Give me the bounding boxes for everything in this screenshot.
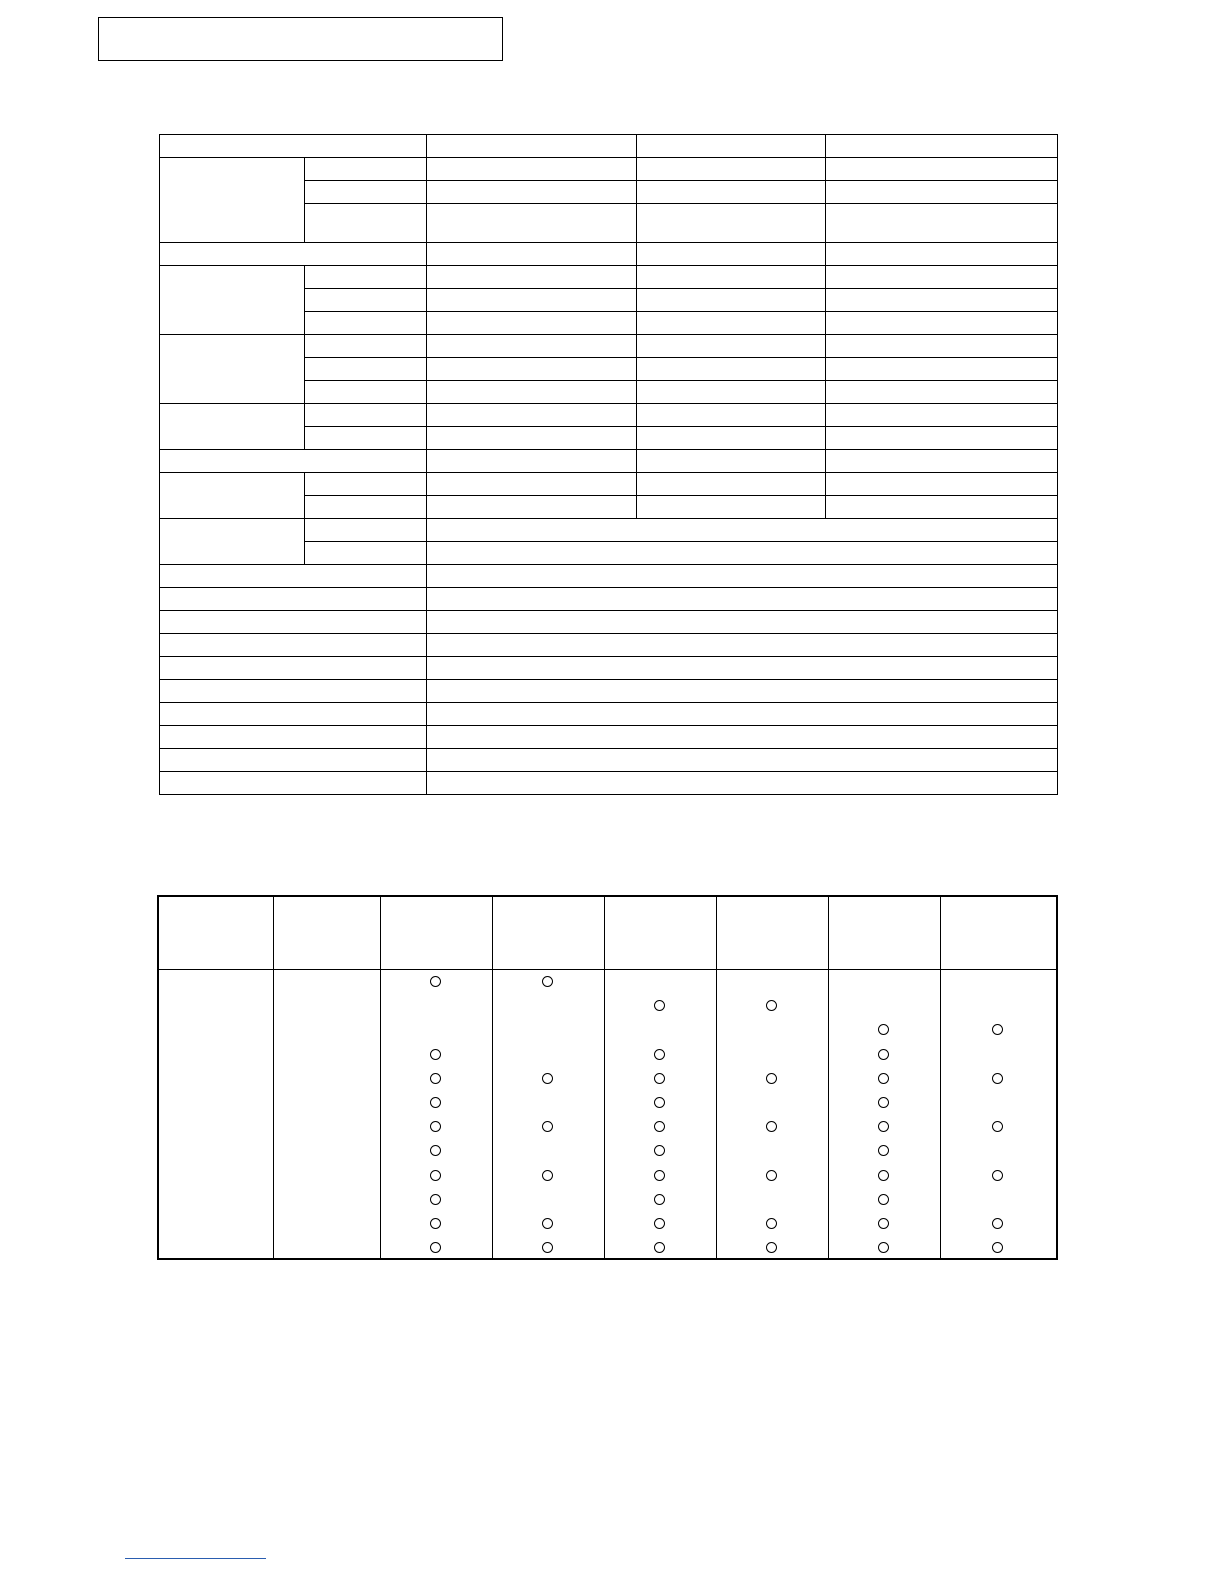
circle-mark (654, 1000, 665, 1011)
circle-mark (542, 976, 553, 987)
specifications-table (159, 134, 1058, 795)
circle-mark (430, 1218, 441, 1229)
circle-mark (654, 1097, 665, 1108)
table-row (160, 680, 1058, 703)
circle-mark (878, 1121, 889, 1132)
table-row (160, 335, 1058, 358)
row-label (158, 970, 273, 1260)
circle-mark (430, 1049, 441, 1060)
table-row (160, 726, 1058, 749)
table-row (160, 519, 1058, 542)
circle-mark (654, 1218, 665, 1229)
column-header (828, 896, 940, 970)
circle-mark (878, 1145, 889, 1156)
table-row (160, 450, 1058, 473)
circle-mark (766, 1242, 777, 1253)
column-header (380, 896, 492, 970)
circle-mark (766, 1000, 777, 1011)
circle-mark (430, 1170, 441, 1181)
circle-mark (430, 1194, 441, 1205)
circle-mark (430, 1242, 441, 1253)
row-label (273, 970, 380, 1260)
table-row (160, 565, 1058, 588)
circle-mark (654, 1073, 665, 1084)
circle-mark (542, 1242, 553, 1253)
table-header-row (158, 896, 1057, 970)
circle-mark (430, 1145, 441, 1156)
circle-mark (878, 1242, 889, 1253)
table-row (160, 243, 1058, 266)
column-header (273, 896, 380, 970)
circle-mark (992, 1170, 1003, 1181)
circle-mark (992, 1073, 1003, 1084)
circle-mark (878, 1097, 889, 1108)
column-header (604, 896, 716, 970)
circle-mark (992, 1242, 1003, 1253)
table-row (160, 473, 1058, 496)
column-header (158, 896, 273, 970)
table-row (160, 135, 1058, 158)
circle-mark (766, 1073, 777, 1084)
table-row (160, 634, 1058, 657)
circle-mark (542, 1073, 553, 1084)
column-header (940, 896, 1057, 970)
circle-mark (992, 1218, 1003, 1229)
circle-mark (766, 1121, 777, 1132)
circle-mark (654, 1170, 665, 1181)
circle-mark (992, 1024, 1003, 1035)
column-header (716, 896, 828, 970)
mark-column (717, 970, 828, 1258)
circle-mark (542, 1218, 553, 1229)
table-row (160, 703, 1058, 726)
circle-mark (878, 1024, 889, 1035)
mark-column (941, 970, 1057, 1258)
circle-mark (430, 1121, 441, 1132)
circle-mark (878, 1218, 889, 1229)
circle-mark (878, 1073, 889, 1084)
table-row (160, 158, 1058, 181)
table-row (160, 772, 1058, 795)
circle-mark (654, 1049, 665, 1060)
table-row (160, 611, 1058, 634)
circle-mark (430, 976, 441, 987)
circle-mark (878, 1049, 889, 1060)
mark-column (605, 970, 716, 1258)
circle-mark (430, 1073, 441, 1084)
table-row (158, 970, 1057, 1260)
mark-column (493, 970, 604, 1258)
circle-mark (878, 1170, 889, 1181)
circle-mark (542, 1121, 553, 1132)
circle-mark (654, 1242, 665, 1253)
table-row (160, 404, 1058, 427)
circle-mark (992, 1121, 1003, 1132)
circle-mark (766, 1218, 777, 1229)
compatibility-table (157, 895, 1058, 1260)
table-row (160, 588, 1058, 611)
footer-link-underline[interactable] (125, 1558, 266, 1559)
circle-mark (878, 1194, 889, 1205)
table-row (160, 657, 1058, 680)
mark-column (381, 970, 492, 1258)
circle-mark (766, 1170, 777, 1181)
circle-mark (430, 1097, 441, 1108)
mark-column (829, 970, 940, 1258)
table-row (160, 749, 1058, 772)
table-row (160, 266, 1058, 289)
circle-mark (654, 1145, 665, 1156)
circle-mark (542, 1170, 553, 1181)
column-header (492, 896, 604, 970)
document-title-box (98, 17, 503, 61)
circle-mark (654, 1194, 665, 1205)
circle-mark (654, 1121, 665, 1132)
